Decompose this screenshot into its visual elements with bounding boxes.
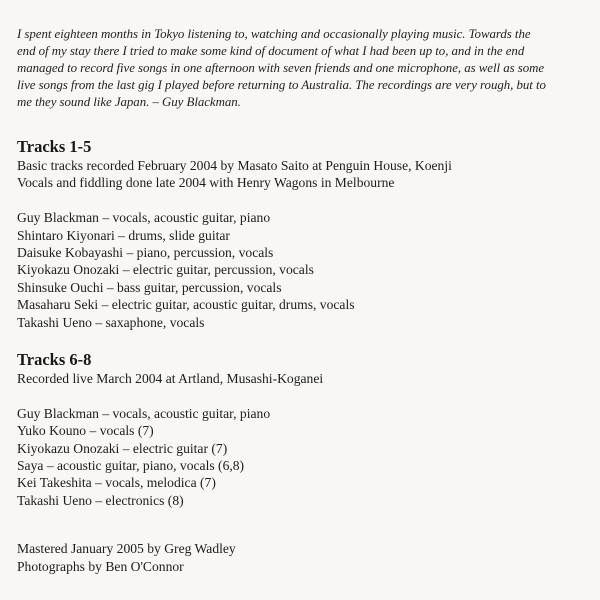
intro-line: end of my stay there I tried to make some kind of document of what I had been up to, and in the end [17,44,525,58]
recording-detail: Recorded live March 2004 at Artland, Musashi-Koganei [17,371,324,386]
musician-credit: Takashi Ueno – saxaphone, vocals [17,314,205,330]
musician-credit: Daisuke Kobayashi – piano, percussion, vocals [17,245,274,261]
musician-credit: Guy Blackman – vocals, acoustic guitar, piano [17,210,271,226]
spacer [17,192,577,209]
spacer [17,387,577,404]
tracks-1-5-heading: Tracks 1-5 [17,137,92,156]
intro-line: managed to record five songs in one afternoon with seven friends and one microphone, as well as some [17,61,545,75]
intro-line: me they sound like Japan. – Guy Blackman. [17,95,241,109]
production-credits [17,540,236,576]
tracks-6-8-credits [17,405,577,509]
tracks-1-5-credits [17,209,577,331]
musician-credit: Shintaro Kiyonari – drums, slide guitar [17,227,230,243]
musician-credit: Saya – acoustic guitar, piano, vocals (6,8) [17,458,245,474]
musician-credit: Guy Blackman – vocals, acoustic guitar, piano [17,405,271,421]
musician-credit: Kiyokazu Onozaki – electric guitar, percussion, vocals [17,262,314,278]
musician-credit: Shinsuke Ouchi – bass guitar, percussion, vocals [17,279,282,295]
tracks-1-5-section [17,137,577,331]
photography-credit: Photographs by Ben O'Connor [17,559,184,574]
tracks-6-8-details [17,370,577,387]
tracks-1-5-details [17,157,577,192]
tracks-6-8-section [17,350,577,509]
musician-credit: Yuko Kouno – vocals (7) [17,423,154,439]
intro-paragraph [17,26,589,111]
musician-credit: Kei Takeshita – vocals, melodica (7) [17,475,216,491]
intro-line: live songs from the last gig I played before returning to Australia. The recordings are very rough, but to [17,78,546,92]
mastering-credit: Mastered January 2005 by Greg Wadley [17,541,236,556]
tracks-6-8-heading: Tracks 6-8 [17,350,92,369]
recording-detail: Basic tracks recorded February 2004 by Masato Saito at Penguin House, Koenji [17,158,452,173]
musician-credit: Takashi Ueno – electronics (8) [17,492,184,508]
recording-detail: Vocals and fiddling done late 2004 with Henry Wagons in Melbourne [17,175,395,191]
musician-credit: Masaharu Seki – electric guitar, acoustic guitar, drums, vocals [17,297,355,313]
musician-credit: Kiyokazu Onozaki – electric guitar (7) [17,440,228,456]
intro-line: I spent eighteen months in Tokyo listening to, watching and occasionally playing music. Towards the [17,27,531,41]
